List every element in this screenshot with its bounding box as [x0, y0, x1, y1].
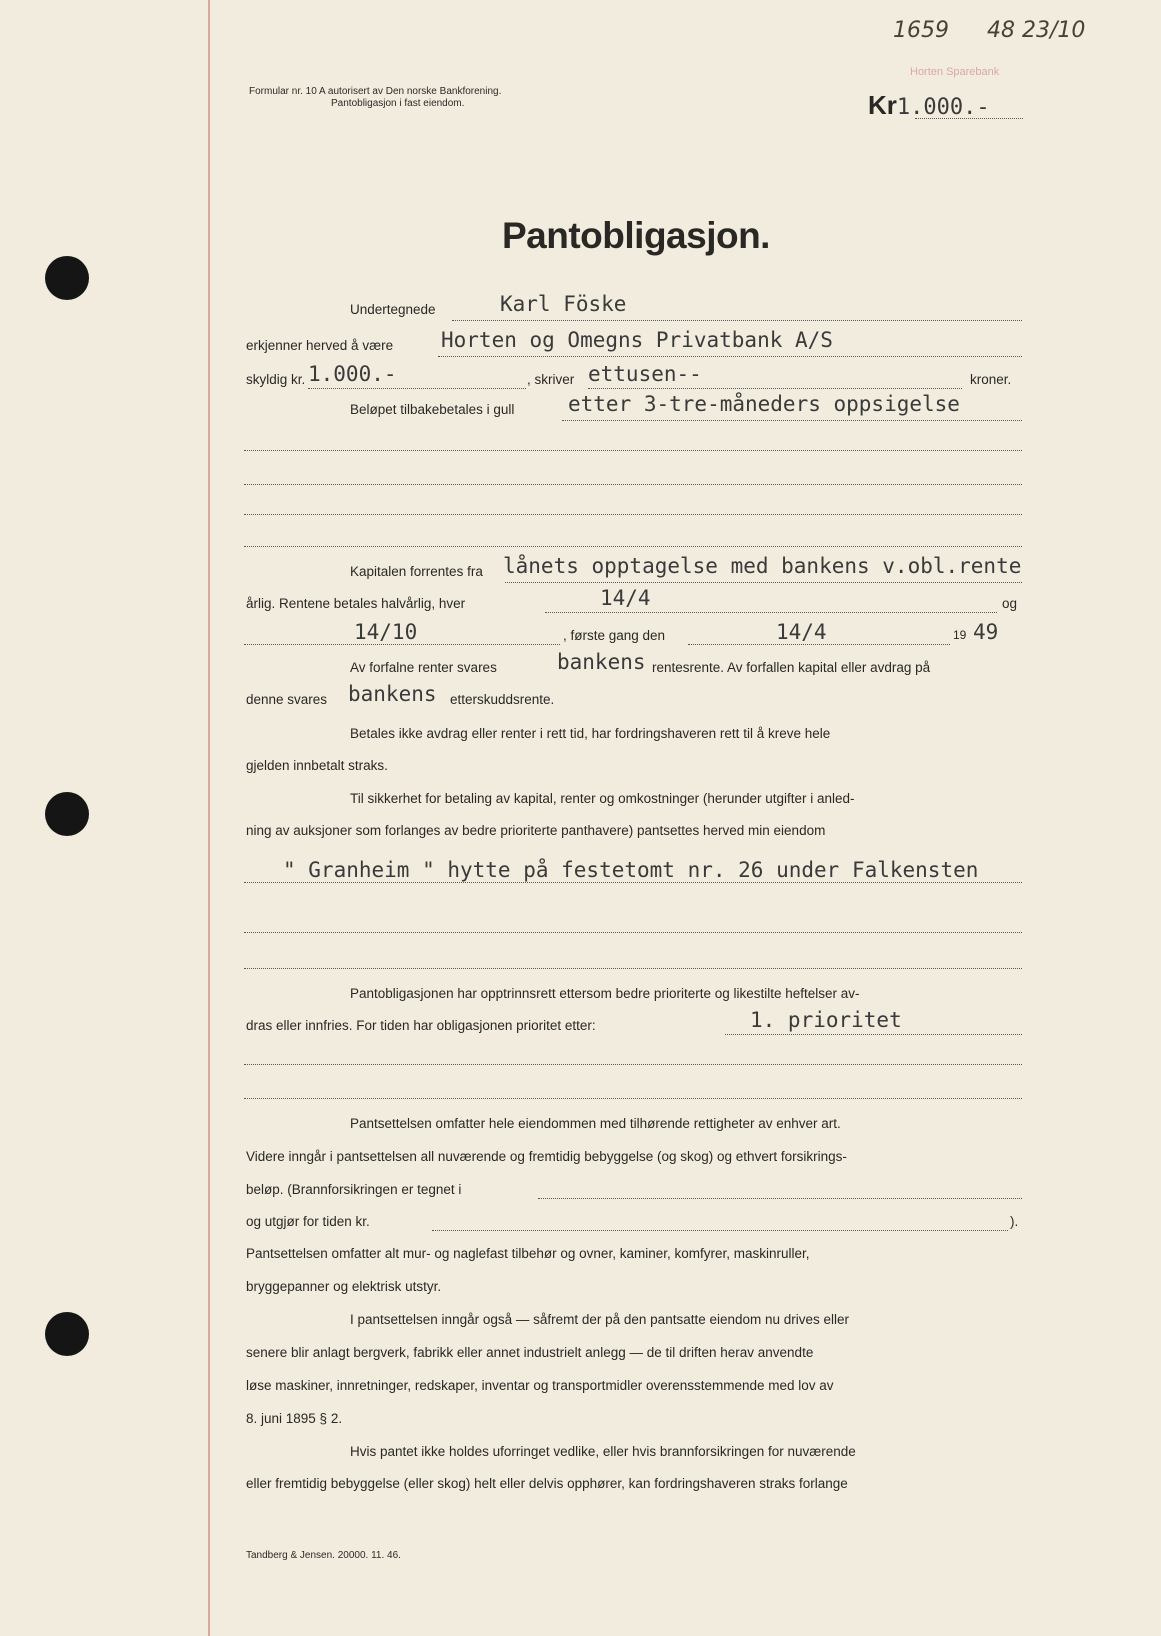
punch-hole	[45, 256, 89, 300]
year-value: 49	[973, 620, 999, 644]
skriver-value: ettusen--	[588, 362, 702, 386]
amount-line	[915, 118, 1023, 119]
pantoblig-line-2: dras eller innfries. For tiden har obligasjonen prioritet etter:	[246, 1018, 596, 1033]
skyldig-label: skyldig kr.	[246, 372, 306, 387]
hvis-line-1: Hvis pantet ikke holdes uforringet vedlike, eller hvis brannforsikringen for nuværende	[350, 1444, 856, 1459]
forste-value: 14/4	[776, 620, 827, 644]
bank-stamp: Horten Sparebank	[910, 66, 1000, 78]
kroner-label: kroner.	[970, 372, 1012, 387]
og-label: og	[1002, 596, 1018, 611]
printer-imprint: Tandberg & Jensen. 20000. 11. 46.	[246, 1550, 401, 1561]
reference-date: 48 23/10	[987, 18, 1086, 43]
belopet-value: etter 3-tre-måneders oppsigelse	[568, 392, 960, 416]
erkjenner-label: erkjenner herved å være	[246, 338, 394, 353]
amount-heading	[868, 90, 990, 121]
second-date-line	[244, 644, 560, 645]
belopet-label: Beløpet tilbakebetales i gull	[350, 402, 515, 417]
inngar-line-1: I pantsettelsen inngår også — såfremt der på den pantsatte eiendom nu drives eller	[350, 1312, 850, 1327]
forfalne-value: bankens	[557, 650, 646, 674]
blank-line	[244, 932, 1022, 933]
betales-line-1: Betales ikke avdrag eller renter i rett tid, har fordringshaveren rett til å kreve hele	[350, 726, 831, 741]
undertegnede-label: Undertegnede	[350, 302, 436, 317]
document-title: Pantobligasjon.	[502, 215, 770, 256]
form-line-2: Pantobligasjon i fast eiendom.	[331, 98, 465, 109]
blank-line	[244, 1098, 1022, 1099]
inngar-line-2: senere blir anlagt bergverk, fabrikk eller annet industrielt anlegg — de til driften herav anvendte	[246, 1345, 814, 1360]
undertegnede-value: Karl Föske	[500, 292, 627, 316]
denne-rest: etterskuddsrente.	[450, 692, 555, 707]
punch-hole	[45, 792, 89, 836]
blank-line	[244, 484, 1022, 485]
omfatter-line-1: Pantsettelsen omfatter hele eiendommen med tilhørende rettigheter av enhver art.	[350, 1116, 841, 1131]
property-value: " Granheim " hytte på festetomt nr. 26 under Falkensten	[283, 858, 979, 882]
blank-line	[244, 968, 1022, 969]
arlig-label: årlig. Rentene betales halvårlig, hver	[246, 596, 466, 611]
kapitalen-label: Kapitalen forrentes fra	[350, 564, 483, 579]
kapitalen-line	[505, 582, 1022, 583]
property-line	[244, 882, 1022, 883]
arlig-line	[545, 612, 997, 613]
form-authorization	[249, 86, 501, 110]
skyldig-line	[308, 388, 526, 389]
second-date-value: 14/10	[354, 620, 418, 644]
omfatter-line-4-end: ).	[1010, 1214, 1019, 1229]
denne-value: bankens	[348, 682, 437, 706]
creditor-value: Horten og Omegns Privatbank A/S	[441, 328, 833, 352]
forfalne-rest: rentesrente. Av forfallen kapital eller avdrag på	[652, 660, 931, 675]
belop-line	[432, 1230, 1008, 1231]
forste-label: , første gang den	[563, 628, 666, 643]
hvis-line-2: eller fremtidig bebyggelse (eller skog) helt eller delvis opphører, kan fordringshaveren straks forlange	[246, 1476, 848, 1491]
blank-line	[244, 546, 1022, 547]
betales-line-2: gjelden innbetalt straks.	[246, 758, 388, 773]
omfatter-line-5: Pantsettelsen omfatter alt mur- og naglefast tilbehør og ovner, kaminer, komfyrer, maskinruller,	[246, 1246, 810, 1261]
prioritet-value: 1. prioritet	[750, 1008, 902, 1032]
omfatter-line-6: bryggepanner og elektrisk utstyr.	[246, 1279, 442, 1294]
form-line-1: Formular nr. 10 A autorisert av Den norske Bankforening.	[249, 86, 502, 97]
blank-line	[244, 1064, 1022, 1065]
reference-number: 1659	[893, 18, 949, 43]
belopet-line	[562, 420, 1022, 421]
brannforsikring-line	[538, 1198, 1022, 1199]
omfatter-line-4: og utgjør for tiden kr.	[246, 1214, 370, 1229]
omfatter-line-2: Videre inngår i pantsettelsen all nuværende og fremtidig bebyggelse (og skog) og ethvert forsikrings-	[246, 1149, 847, 1164]
amount-prefix: Kr	[868, 90, 897, 120]
skriver-line	[588, 388, 962, 389]
forfalne-label: Av forfalne renter svares	[350, 660, 497, 675]
sikkerhet-line-2: ning av auksjoner som forlanges av bedre prioriterte panthavere) pantsettes herved min eiendom	[246, 823, 826, 838]
margin-rule	[208, 0, 210, 1636]
skyldig-value: 1.000.-	[308, 362, 397, 386]
punch-hole	[45, 1312, 89, 1356]
inngar-line-3: løse maskiner, innretninger, redskaper, inventar og transportmidler overensstemmende med lov av	[246, 1378, 834, 1393]
skriver-label: , skriver	[527, 372, 575, 387]
forste-line	[688, 644, 950, 645]
denne-label: denne svares	[246, 692, 328, 707]
arlig-value: 14/4	[600, 586, 651, 610]
kapitalen-value: lånets opptagelse med bankens v.obl.rente	[503, 554, 1022, 578]
amount-value: 1.000.-	[896, 95, 990, 120]
undertegnede-line	[452, 320, 1022, 321]
creditor-line	[438, 356, 1022, 357]
pantoblig-line-1: Pantobligasjonen har opptrinnsrett ettersom bedre prioriterte og likestilte heftelser av-	[350, 986, 860, 1001]
blank-line	[244, 450, 1022, 451]
sikkerhet-line-1: Til sikkerhet for betaling av kapital, renter og omkostninger (herunder utgifter i anled-	[350, 791, 855, 806]
blank-line	[244, 514, 1022, 515]
prioritet-line	[725, 1034, 1022, 1035]
year-prefix: 19	[953, 628, 967, 642]
inngar-line-4: 8. juni 1895 § 2.	[246, 1411, 343, 1426]
omfatter-line-3: beløp. (Brannforsikringen er tegnet i	[246, 1182, 462, 1197]
